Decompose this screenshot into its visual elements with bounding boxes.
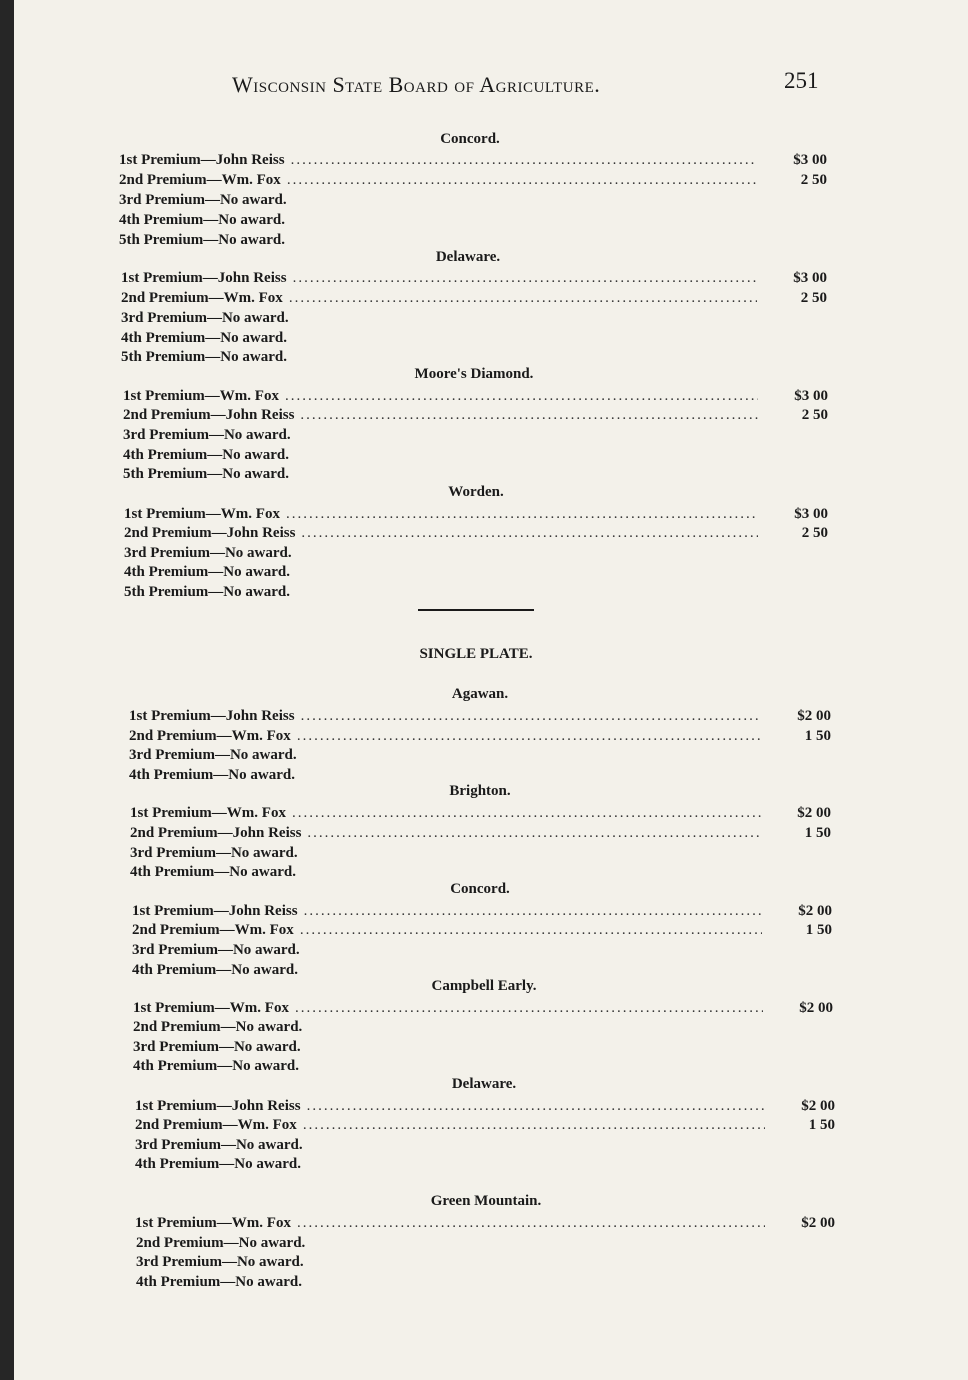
section-heading: Brighton.	[449, 783, 511, 799]
premium-label: 1st Premium—Wm. Fox	[135, 1215, 291, 1231]
premium-row	[124, 506, 828, 526]
premium-row	[119, 172, 827, 192]
dot-leader	[293, 270, 757, 287]
premium-row	[121, 330, 287, 350]
premium-label: 2nd Premium—John Reiss	[124, 525, 296, 541]
premium-row	[123, 466, 289, 486]
premium-label: 4th Premium—No award.	[136, 1274, 302, 1290]
premium-label: 1st Premium—John Reiss	[129, 708, 295, 724]
section-heading: Delaware.	[451, 1076, 517, 1092]
premium-label: 3rd Premium—No award.	[136, 1254, 304, 1270]
premium-label: 3rd Premium—No award.	[119, 192, 287, 208]
premium-label: 4th Premium—No award.	[119, 212, 285, 228]
premium-row	[123, 447, 289, 467]
dot-leader	[286, 506, 758, 523]
premium-row	[130, 864, 296, 884]
premium-row	[130, 805, 831, 825]
section-divider	[418, 609, 534, 611]
premium-row	[130, 845, 298, 865]
premium-label: 5th Premium—No award.	[119, 232, 285, 248]
premium-label: 2nd Premium—John Reiss	[123, 407, 295, 423]
premium-row	[121, 310, 289, 330]
premium-label: 1st Premium—John Reiss	[121, 270, 287, 286]
dot-leader	[300, 407, 758, 424]
premium-label: 1st Premium—Wm. Fox	[124, 506, 280, 522]
single-plate-heading: SINGLE PLATE.	[419, 646, 533, 662]
premium-row	[129, 728, 831, 748]
section-heading: Delaware.	[435, 249, 501, 265]
premium-amount: $2 00	[797, 805, 831, 821]
premium-row	[133, 1039, 301, 1059]
dot-leader	[307, 825, 761, 842]
premium-label: 4th Premium—No award.	[124, 564, 290, 580]
premium-label: 2nd Premium—No award.	[133, 1019, 303, 1035]
premium-label: 2nd Premium—No award.	[136, 1235, 306, 1251]
dot-leader	[297, 1215, 765, 1232]
premium-amount: 2 50	[800, 172, 827, 188]
premium-label: 1st Premium—Wm. Fox	[133, 1000, 289, 1016]
premium-amount: $3 00	[794, 506, 828, 522]
premium-row	[132, 942, 300, 962]
dot-leader	[304, 903, 762, 920]
premium-row	[129, 767, 295, 787]
premium-row	[121, 349, 287, 369]
premium-row	[135, 1117, 835, 1137]
dot-leader	[303, 1117, 765, 1134]
premium-label: 4th Premium—No award.	[135, 1156, 301, 1172]
dot-leader	[287, 172, 757, 189]
premium-row	[136, 1254, 304, 1274]
premium-label: 3rd Premium—No award.	[121, 310, 289, 326]
premium-row	[119, 212, 285, 232]
premium-row	[119, 152, 827, 172]
premium-row	[135, 1215, 835, 1235]
premium-amount: $2 00	[801, 1215, 835, 1231]
dot-leader	[289, 290, 757, 307]
premium-row	[123, 388, 828, 408]
premium-amount: $2 00	[799, 1000, 833, 1016]
premium-amount: 2 50	[800, 290, 827, 306]
premium-label: 3rd Premium—No award.	[132, 942, 300, 958]
premium-row	[129, 708, 831, 728]
premium-label: 3rd Premium—No award.	[133, 1039, 301, 1055]
premium-label: 3rd Premium—No award.	[130, 845, 298, 861]
premium-label: 1st Premium—John Reiss	[119, 152, 285, 168]
premium-row	[130, 825, 831, 845]
premium-label: 4th Premium—No award.	[130, 864, 296, 880]
premium-label: 4th Premium—No award.	[133, 1058, 299, 1074]
premium-label: 2nd Premium—Wm. Fox	[119, 172, 281, 188]
premium-label: 2nd Premium—Wm. Fox	[135, 1117, 297, 1133]
dot-leader	[292, 805, 761, 822]
premium-amount: $3 00	[793, 152, 827, 168]
premium-label: 2nd Premium—Wm. Fox	[132, 922, 294, 938]
premium-row	[121, 270, 827, 290]
premium-row	[123, 427, 291, 447]
premium-label: 3rd Premium—No award.	[135, 1137, 303, 1153]
premium-label: 4th Premium—No award.	[121, 330, 287, 346]
premium-label: 1st Premium—John Reiss	[132, 903, 298, 919]
premium-label: 2nd Premium—Wm. Fox	[129, 728, 291, 744]
premium-amount: $2 00	[798, 903, 832, 919]
premium-amount: $3 00	[794, 388, 828, 404]
premium-label: 4th Premium—No award.	[132, 962, 298, 978]
premium-row	[132, 962, 298, 982]
premium-amount: 1 50	[805, 922, 832, 938]
premium-amount: $2 00	[801, 1098, 835, 1114]
premium-label: 2nd Premium—John Reiss	[130, 825, 302, 841]
running-header: Wisconsin State Board of Agriculture.	[232, 72, 601, 97]
premium-label: 1st Premium—John Reiss	[135, 1098, 301, 1114]
premium-row	[133, 1019, 302, 1039]
premium-label: 5th Premium—No award.	[123, 466, 289, 482]
premium-amount: $3 00	[793, 270, 827, 286]
page-number: 251	[784, 68, 819, 93]
premium-row	[135, 1137, 303, 1157]
dot-leader	[307, 1098, 765, 1115]
premium-row	[133, 1000, 833, 1020]
section-heading: Agawan.	[451, 686, 509, 702]
premium-label: 3rd Premium—No award.	[124, 545, 292, 561]
dot-leader	[301, 708, 761, 725]
premium-row	[124, 584, 290, 604]
premium-row	[136, 1235, 305, 1255]
premium-label: 5th Premium—No award.	[124, 584, 290, 600]
premium-label: 3rd Premium—No award.	[123, 427, 291, 443]
premium-row	[132, 922, 832, 942]
section-heading: Green Mountain.	[430, 1193, 542, 1209]
premium-row	[129, 747, 297, 767]
premium-label: 1st Premium—Wm. Fox	[123, 388, 279, 404]
premium-row	[135, 1098, 835, 1118]
dot-leader	[297, 728, 761, 745]
premium-label: 4th Premium—No award.	[129, 767, 295, 783]
dot-leader	[285, 388, 758, 405]
premium-label: 3rd Premium—No award.	[129, 747, 297, 763]
premium-label: 1st Premium—Wm. Fox	[130, 805, 286, 821]
section-heading: Concord.	[450, 881, 510, 897]
section-heading: Worden.	[448, 484, 504, 500]
section-heading: Campbell Early.	[431, 978, 537, 994]
premium-row	[136, 1274, 302, 1294]
premium-amount: 2 50	[801, 525, 828, 541]
premium-row	[119, 192, 287, 212]
dot-leader	[291, 152, 757, 169]
dot-leader	[301, 525, 758, 542]
premium-row	[121, 290, 827, 310]
premium-row	[124, 564, 290, 584]
premium-label: 5th Premium—No award.	[121, 349, 287, 365]
premium-row	[123, 407, 828, 427]
premium-row	[124, 525, 828, 545]
premium-row	[133, 1058, 299, 1078]
premium-amount: 1 50	[804, 728, 831, 744]
section-heading: Moore's Diamond.	[414, 366, 534, 382]
premium-row	[135, 1156, 301, 1176]
dot-leader	[300, 922, 762, 939]
premium-label: 4th Premium—No award.	[123, 447, 289, 463]
premium-amount: 2 50	[801, 407, 828, 423]
premium-row	[119, 232, 285, 252]
section-heading: Concord.	[440, 131, 500, 147]
dot-leader	[295, 1000, 763, 1017]
premium-amount: 1 50	[808, 1117, 835, 1133]
scan-edge	[0, 0, 14, 1380]
premium-amount: 1 50	[804, 825, 831, 841]
premium-label: 2nd Premium—Wm. Fox	[121, 290, 283, 306]
premium-row	[132, 903, 832, 923]
premium-amount: $2 00	[797, 708, 831, 724]
premium-row	[124, 545, 292, 565]
